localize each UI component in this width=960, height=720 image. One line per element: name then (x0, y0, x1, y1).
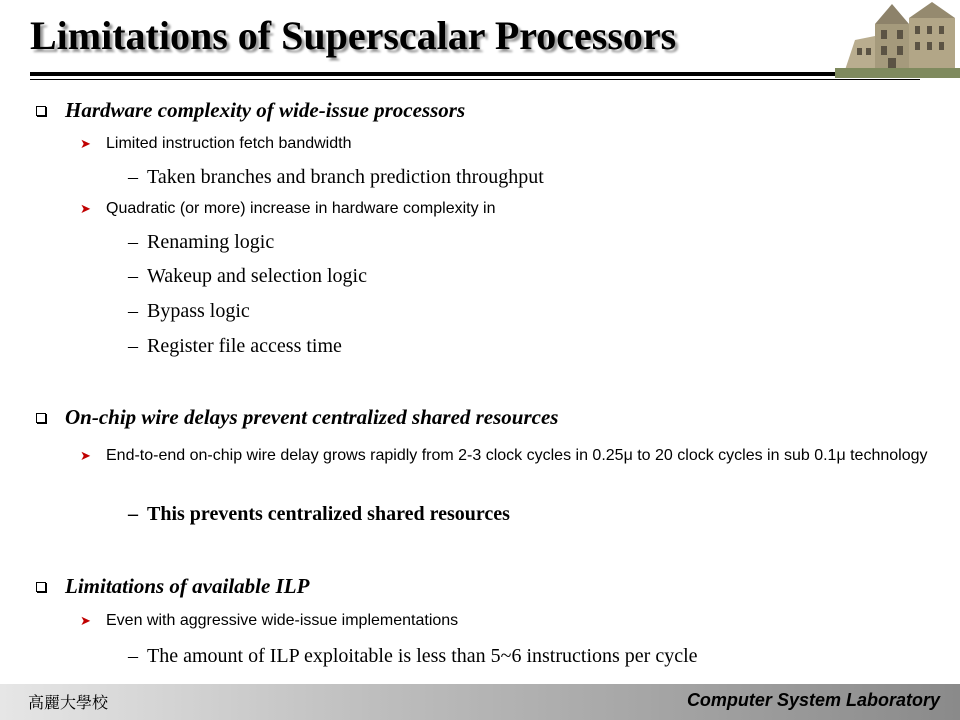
dash-icon: – (128, 335, 138, 357)
footer-university-name: 高麗大學校 (28, 693, 109, 712)
list-item: – Bypass logic (128, 300, 250, 322)
list-item: – The amount of ILP exploitable is less than 5~6 instructions per cycle (128, 645, 698, 667)
square-box-icon (36, 582, 46, 592)
list-item: ➤ Limited instruction fetch bandwidth (80, 135, 352, 152)
red-arrow-icon: ➤ (80, 613, 91, 628)
title-underline-thin (30, 79, 920, 80)
list-item: – Wakeup and selection logic (128, 265, 367, 287)
dash-icon: – (128, 300, 138, 322)
section-heading-wire-delays: On-chip wire delays prevent centralized shared resources (36, 405, 558, 430)
square-box-icon (36, 106, 46, 116)
square-box-icon (36, 413, 46, 423)
list-item: – Renaming logic (128, 231, 275, 253)
university-building-icon (835, 0, 960, 78)
list-item: – Register file access time (128, 335, 342, 357)
dash-icon: – (128, 265, 138, 287)
list-item: ➤ End-to-end on-chip wire delay grows rapidly from 2-3 clock cycles in 0.25μ to 20 clock cycles in sub 0.1μ technology (106, 444, 946, 468)
list-item: – Taken branches and branch prediction throughput (128, 166, 544, 188)
dash-icon: – (128, 231, 138, 253)
dash-icon: – (128, 166, 138, 188)
section-heading-ilp: Limitations of available ILP (36, 574, 309, 599)
dash-icon: – (128, 645, 138, 667)
footer-bar (0, 684, 960, 720)
list-item: ➤ Quadratic (or more) increase in hardware complexity in (80, 200, 496, 217)
red-arrow-icon: ➤ (80, 201, 91, 216)
list-item: ➤ Even with aggressive wide-issue implementations (80, 612, 459, 629)
title-underline (30, 72, 920, 76)
red-arrow-icon: ➤ (80, 136, 91, 151)
footer-lab-name: Computer System Laboratory (686, 690, 940, 710)
list-item: – This prevents centralized shared resources (128, 503, 510, 525)
section-heading-hardware: Hardware complexity of wide-issue processors (36, 98, 465, 123)
red-arrow-icon: ➤ (80, 448, 91, 463)
dash-icon: – (128, 503, 138, 525)
slide-title: Limitations of Superscalar Processors (30, 13, 677, 58)
